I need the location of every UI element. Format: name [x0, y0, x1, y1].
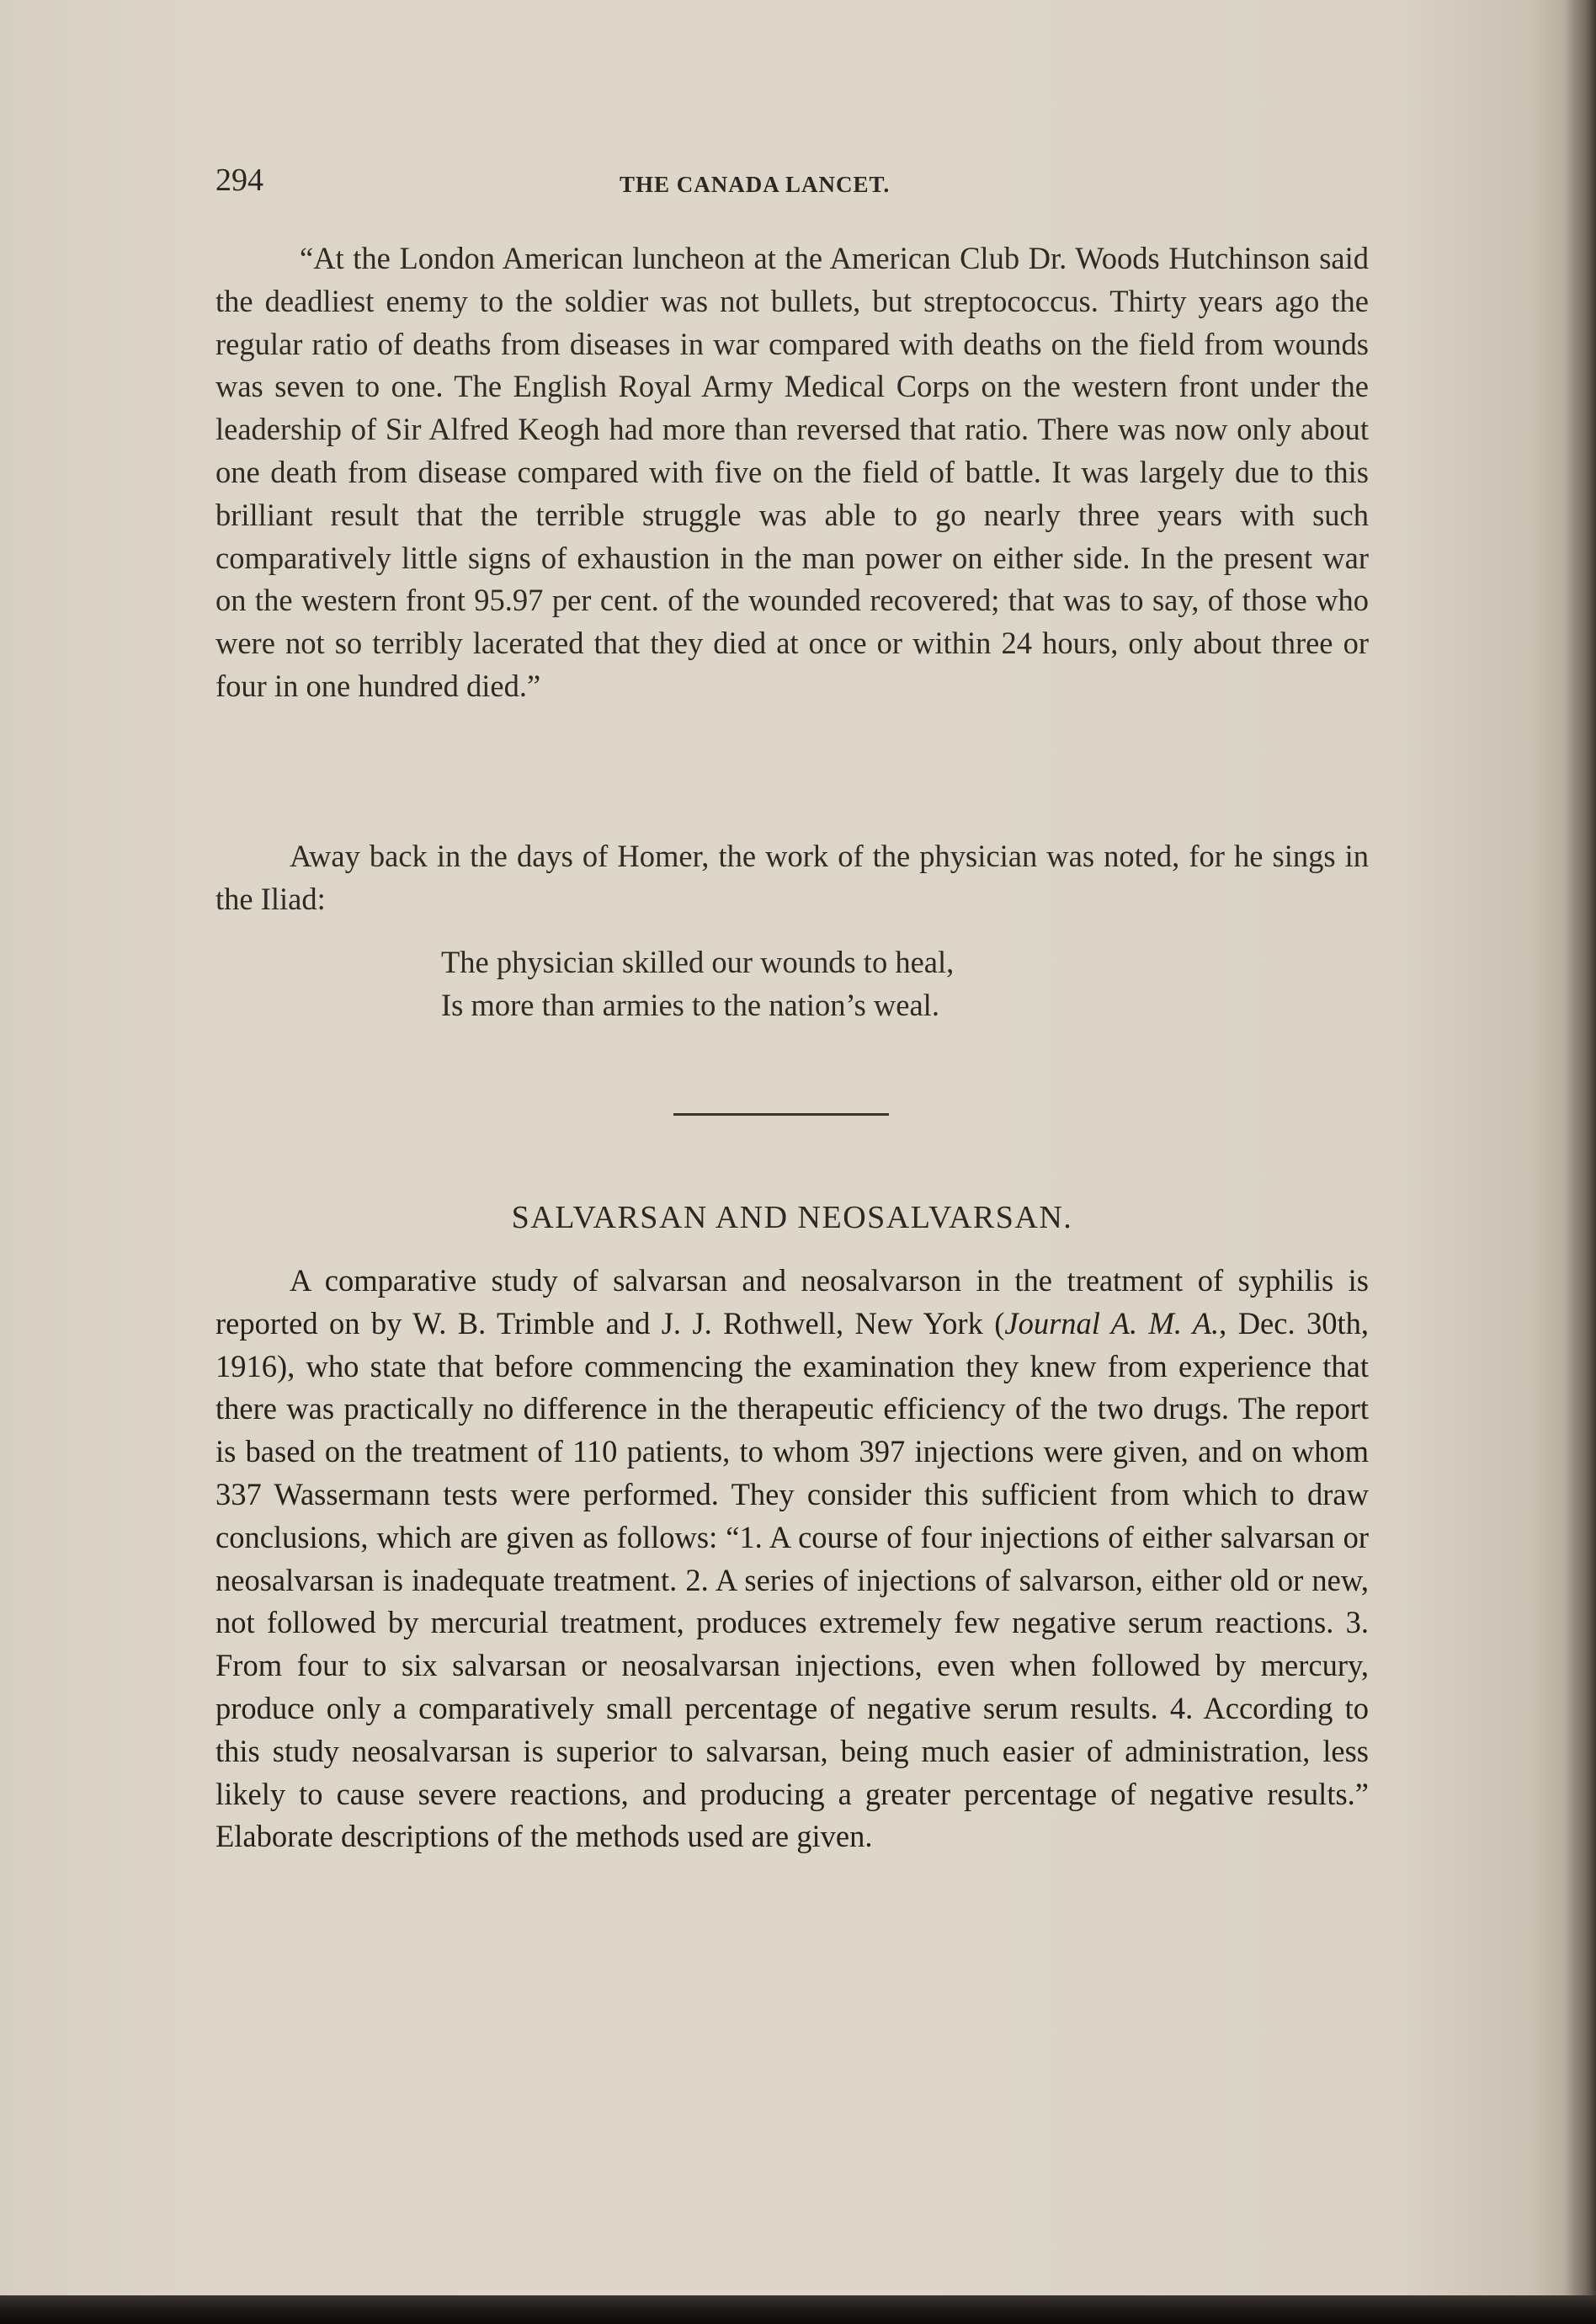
- salvarsan-text-after-citation: , Dec. 30th, 1916), who state that before commencing the examination they knew from experience that there was practically no difference in the therapeutic efficiency of the two drugs. The report is based on the treatment of 110 patients, to whom 397 injections were given, and on whom 337 Wassermann tests were performed. They consider this sufficient from which to draw conclusions, which are given as follows: “1. A course of four injections of either salvarsan or neosalvarsan is inadequate treatment. 2. A series of injections of salvarson, either old or new, not followed by mercurial treatment, produces extremely few negative serum reactions. 3. From four to six salvarsan or neosalvarsan injections, even when followed by mercury, produce only a comparatively small percentage of negative serum results. 4. According to this study neosalvarsan is superior to salvarsan, being much easier of administration, less likely to cause severe reactions, and producing a greater percentage of negative results.” Elaborate descriptions of the methods used are given.: [215, 1305, 1369, 1854]
- journal-citation: Journal A. M. A.: [1004, 1305, 1220, 1341]
- page-number: 294: [215, 163, 263, 198]
- verse-line: Is more than armies to the nation’s weal.: [441, 987, 939, 1022]
- salvarsan-paragraph: [215, 1260, 1369, 1858]
- salvarsan-paragraph-block: [215, 1260, 1369, 1858]
- homer-paragraph-block: [215, 835, 1369, 921]
- section-divider: [673, 1113, 889, 1116]
- section-title: SALVARSAN AND NEOSALVARSAN.: [511, 1200, 1073, 1235]
- page-edge-shadow: [1564, 0, 1596, 2324]
- salvarsan-text-before-citation: A comparative study of salvarsan and neosalvarson in the treatment of syphilis is reported on by W. B. Trimble and J. J. Rothwell, New York (: [215, 1263, 1369, 1341]
- verse-line: The physician skilled our wounds to heal,: [441, 945, 955, 979]
- verse-block: [441, 941, 1199, 1027]
- homer-paragraph: Away back in the days of Homer, the work of the physician was noted, for he sings in the Iliad:: [215, 839, 1369, 916]
- running-head: THE CANADA LANCET.: [620, 172, 891, 197]
- scan-bottom-edge: [0, 2295, 1596, 2324]
- quote-paragraph-block: [215, 237, 1369, 708]
- quote-paragraph: “At the London American luncheon at the American Club Dr. Woods Hutchinson said the deadliest enemy to the soldier was not bullets, but streptococcus. Thirty years ago the regular ratio of deaths from diseases in war compared with deaths on the field from wounds was seven to one. The English Royal Army Medical Corps on the western front under the leadership of Sir Alfred Keogh had more than reversed that ratio. There was now only about one death from disease compared with five on the field of battle. It was largely due to this brilliant result that the terrible struggle was able to go nearly three years with such comparatively little signs of exhaustion in the man power on either side. In the present war on the western front 95.97 per cent. of the wounded recovered; that was to say, of those who were not so terribly lacerated that they died at once or within 24 hours, only about three or four in one hundred died.”: [215, 241, 1369, 703]
- page-header: [215, 162, 1369, 204]
